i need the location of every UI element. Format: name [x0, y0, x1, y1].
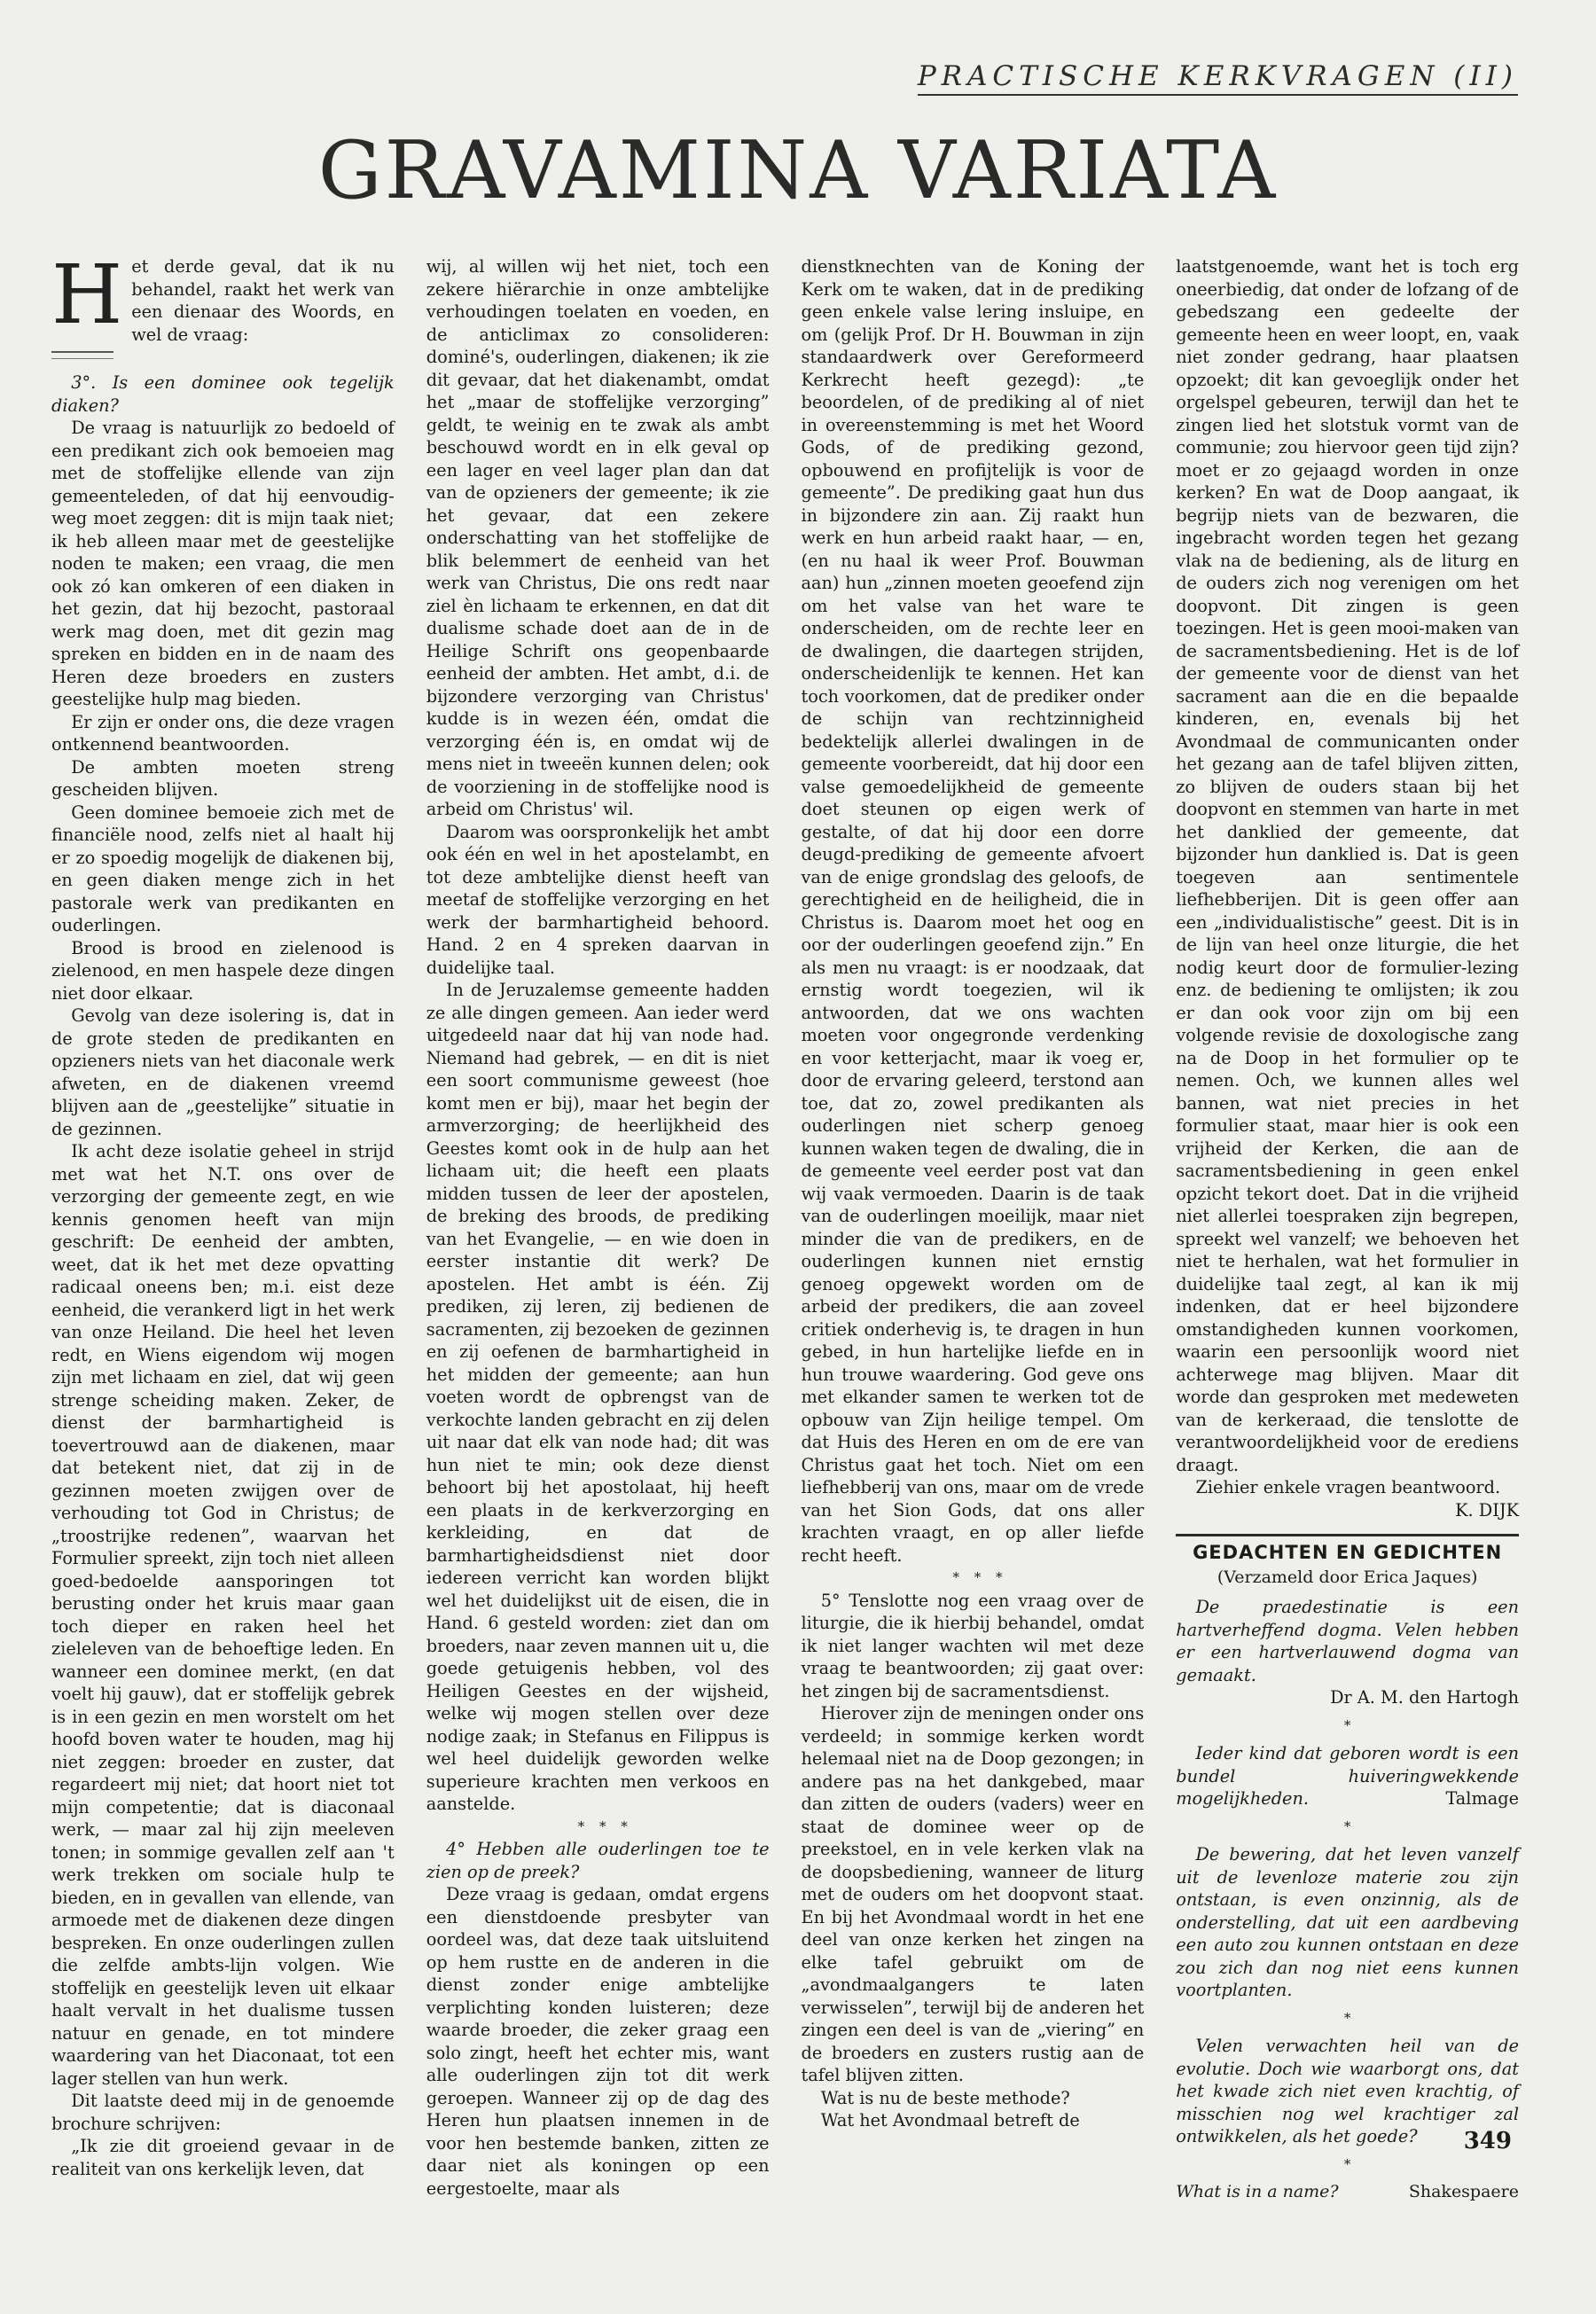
paragraph: Ziehier enkele vragen beantwoord.: [1195, 1477, 1501, 1497]
paragraph: laatstgenoemde, want het is toch erg oneerbiedig, dat onder de lofzang of de gebedszang een gedeelte der gemeente heen en weer loopt, en, vaak niet zonder gedrang, haar plaatsen opzoekt; dit kan gevoeglijk onder het orgelspel gebeuren, terwijl dan het te zingen lied het slotstuk vormt van de communie; zou hiervoor geen tijd zijn? moet er zo gejaagd worden in onze kerken? En wat de Doop aangaat, ik begrijp niets van de bezwaren, die ingebracht worden tegen het gezang vlak na de bediening, als de liturg en de ouders zich nog verenigen om het doopvont. Dit zingen is geen toezingen. Het is geen mooi-maken van de sacramentsbediening. Het is de lof der gemeente voor de dienst van het sacrament aan die en die bepaalde kinderen, en, evenals bij het Avondmaal de communicanten onder het gezang aan de tafel blijven zitten, zo blijven de ouders staan bij het doopvont en stemmen van harte in met het danklied der gemeente, dat bijzonder hun danklied is. Dat is geen toegeven aan sentimentele liefhebberijen. Dit is geen offer aan een „individualistische” geest. Dit is in de lijn van heel onze liturgie, die het nodig keurt door de formulier-lezing enz. de bediening te omlijsten; ik zou er dan ook voor zijn om bij een volgende revisie de doxologische zang na de Doop in het formulier op te nemen. Och, we kunnen alles wel bannen, wat niet precies in het formulier staat, maar hier is ook een vrijheid der Kerken, die aan de sacramentsbediening in geen enkel opzicht tekort doet. Dat in die vrijheid niet allerlei toespraken zijn begrepen, spreekt wel vanzelf; we behoeven het niet te herhalen, wat het formulier in duidelijke taal zegt, al kan ik mij indenken, dat er heel bijzondere omstandigheden kunnen voorkomen, waarin een persoonlijk woord niet achterwege mag blijven. Maar dit worde dan gesproken met medeweten van de kerkeraad, die tenslotte de verantwoordelijkheid voor de erediens draagt.: [1176, 256, 1519, 1475]
paragraph: dienstknechten van de Koning der Kerk om te waken, dat in de prediking geen enkele valse lering insluipe, en om (gelijk Prof. Dr H. Bouwman in zijn standaardwerk over Gereformeerd Kerkrecht heeft gezegd): „te beoordelen, of de prediking al of niet in overeenstemming is met het Woord Gods, of de prediking gezond, opbouwend en profijtelijk is voor de gemeente”. De prediking gaat hun dus in bijzondere zin aan. Zij raakt hun werk en hun arbeid raakt haar, — en, (en nu haal ik weer Prof. Bouwman aan) hun „zinnen moeten geoefend zijn om het valse van het ware te onderscheiden, om de rechte leer en de dwalingen, die daartegen strijden, onderscheidenlijk te kennen. Het kan toch voorkomen, dat de prediker onder de schijn van rechtzinnigheid bedektelijk allerlei dwalingen in de gemeente voorbereidt, dat hij door een valse gemoedelijkheid de gemeente doet steunen op eigen werk of gestalte, of dat hij door een dorre deugd-prediking de gemeente afvoert van de enige grondslag des geloofs, de gerechtigheid en de heiligheid, die in Christus is. Daarom moet het oog en oor der ouderlingen geoefend zijn.” En als men nu vraagt: is er noodzaak, dat ernstig wordt toegezien, wil ik antwoorden, dat we ons wachten moeten voor ongegronde verdenking en voor ketterjacht, maar ik voeg er, door de ervaring geleerd, terstond aan toe, dat zo, zowel predikanten als ouderlingen niet scherp genoeg kunnen waken tegen de dwaling, die in de gemeente veel eerder post vat dan wij vaak vermoeden. Daarin is de taak van de ouderlingen moeilijk, maar niet minder die van de predikers, en de ouderlingen kunnen niet ernstig genoeg opgewekt worden om de arbeid der predikers, die aan zoveel critiek onderhevig is, te dragen in hun gebed, in hun hartelijke liefde en in hun trouwe waardering. God geve ons met elkander samen te werken tot de opbouw van Zijn heilige tempel. Om dat Huis des Heren en om de ere van Christus gaat het toch. Niet om een liefhebberij van ons, maar om de vrede van het Sion Gods, dat ons aller krachten vraagt, en op aller liefde recht heeft.: [801, 256, 1145, 1566]
quote: [1176, 1742, 1519, 1810]
paragraph: Wat is nu de beste methode?: [820, 2087, 1070, 2108]
star-divider: *: [1343, 1716, 1351, 1733]
quote: Velen verwachten heil van de evolutie. Doch wie waarborgt ons, dat het kwade zich niet even krachtig, of misschien nog wel krachtiger zal ontwikkelen, als het goede?: [1176, 2036, 1519, 2146]
column-1: [51, 247, 395, 2179]
ornament-rule: [51, 351, 113, 359]
section-subtitle: (Verzameld door Erica Jaques): [1217, 1567, 1478, 1587]
section-divider: * * *: [952, 1569, 1008, 1585]
page-number: 349: [1463, 2128, 1512, 2154]
paragraph: Er zijn er onder ons, die deze vragen ontkennend beantwoorden.: [51, 711, 395, 754]
quote-source: Shakespaere: [1408, 2182, 1519, 2201]
paragraph: wij, al willen wij het niet, toch een zekere hiërarchie in onze ambtelijke verhoudingen toelaten en voeden, en de anticlimax zo consolideren: dominé's, ouderlingen, diakenen; ik zie dit gevaar, dat het diakenambt, omdat het „maar de stoffelijke verzorging” geldt, te weinig en te zwak als ambt beschouwd wordt en in elk geval op een lager en veel lager plan dan dat van de opzieners der gemeente; ik zie het gevaar, dat een zekere onderschatting van het stoffelijke de blik belemmert de eenheid van het werk van Christus, Die ons redt naar ziel èn lichaam te erkennen, en dat dit dualisme schade doet aan de in de Heilige Schrift ons geopenbaarde eenheid der ambten. Het ambt, d.i. de bijzondere verzorging van Christus' kudde is in wezen één, omdat die verzorging één is, en omdat wij de mens niet in tweeën kunnen delen; ook de voorziening in de stoffelijke nood is arbeid om Christus' wil.: [426, 256, 770, 819]
running-head: PRACTISCHE KERKVRAGEN (II): [918, 60, 1518, 96]
paragraph: Daarom was oorspronkelijk het ambt ook één en wel in het apostelambt, en tot deze ambtelijke dienst heeft van meetaf de stoffelijke verzorging en het werk der barmhartigheid behoord. Hand. 2 en 4 spreken daarvan in duidelijke taal.: [426, 821, 770, 978]
quote-source: Talmage: [1445, 1788, 1519, 1809]
paragraph: Deze vraag is gedaan, omdat ergens een dienstdoende presbyter van oordeel was, dat deze taak uitsluitend op hem rustte en de anderen in die dienst zonder enige ambtelijke verplichting konden luisteren; deze waarde broeder, die zeker graag een solo zingt, heeft het echter mis, want alle ouderlingen zijn tot dit werk geroepen. Wanneer zij op de dag des Heren hun plaatsen innemen in de voor hen bestemde banken, zitten ze daar niet als koningen op een eergestoelte, maar als: [426, 1884, 770, 2199]
question-4: 4° Hebben alle ouderlingen toe te zien op de preek?: [426, 1839, 770, 1882]
paragraph: Hierover zijn de meningen onder ons verdeeld; in sommige kerken wordt helemaal niet na de Doop gezongen; in andere pas na het dankgebed, maar dan zitten de ouders (vaders) weer en staat de dominee weer op de preekstoel, en in vele kerken vlak na de doopsbediening, wanneer de liturg met de ouders om het doopvont staat. En bij het Avondmaal wordt in het ene deel van onze kerken het zingen na elke tafel gebruikt om de „avondmaalgangers te laten verwisselen”, terwijl bij de anderen het zingen een deel is van de „viering” en de broeders en zusters rustig aan de tafel blijven zitten.: [801, 1703, 1145, 2085]
article-columns: [51, 247, 1519, 2201]
star-divider: *: [1343, 1818, 1351, 1834]
quote: De bewering, dat het leven vanzelf uit de levenloze materie zou zijn ontstaan, is even onzinnig, als de onderstelling, dat uit een aardbeving een auto zou kunnen ontstaan en deze zou zich dan nog niet eens kunnen voortplanten.: [1176, 1844, 1519, 2000]
paragraph: De ambten moeten streng gescheiden blijven.: [51, 756, 395, 800]
section-divider: * * *: [577, 1818, 633, 1834]
paragraph: In de Jeruzalemse gemeente hadden ze alle dingen gemeen. Aan ieder werd uitgedeeld naar dat hij van node had. Niemand had gebrek, — en dit is niet een soort communisme geweest (hoe komt men er bij), maar het begin der armverzorging; de heerlijkheid des Geestes komt ook in de hulp aan het lichaam uit; die heeft een plaats midden tussen de leer der apostelen, de breking des broods, de prediking van het Evangelie, — en wie doen in eerster instantie dit werk? De apostelen. Het ambt is één. Zij prediken, zij leren, zij bedienen de sacramenten, zij bezoeken de gezinnen en zij oefenen de barmhartigheid in het midden der gemeente; aan hun voeten wordt de opbrengst van de verkochte landen gebracht en zij delen uit naar dat elk van node had; dit was hun niet te min; ook deze dienst behoort bij het apostolaat, hij heeft een plaats in de kerkverzorging en kerkleiding, en dat de barmhartigheidsdienst niet door iedereen verricht kan worden blijkt wel het duidelijkst uit de eisen, die in Hand. 6 gesteld worden: ziet dan om broeders, naar zeven mannen uit u, die goede getuigenis hebben, vol des Heiligen Geestes en der wijsheid, welke wij mogen stellen over deze nodige zaak; in Stefanus en Filippus is wel heel duidelijk geworden welke superieure krachten men verkoos en aanstelde.: [426, 980, 770, 1814]
quote-source: Dr A. M. den Hartogh: [1330, 1687, 1519, 1708]
paragraph: Geen dominee bemoeie zich met de financiële nood, zelfs niet al haalt hij er zo spoedig mogelijk de diakenen bij, en geen diaken menge zich in het pastorale werk van predikanten en ouderlingen.: [51, 801, 395, 935]
quote-text: Ieder kind dat geboren wordt is een bundel huiveringwekkende mogelijkheden.: [1176, 1743, 1519, 1809]
paragraph: Ik acht deze isolatie geheel in strijd met wat het N.T. ons over de verzorging der gemeente zegt, en wie kennis genomen heeft van mijn geschrift: De eenheid der ambten, weet, dat ik het met deze opvatting radicaal oneens ben; m.i. eist deze eenheid, die verankerd ligt in het werk van onze Heiland. Die heel het leven redt, en Wiens eigendom wij mogen zijn met lichaam en ziel, dat wij geen strenge scheiding maken. Zeker, de dienst der barmhartigheid is toevertrouwd aan de diakenen, maar dat betekent niet, dat zij in de gezinnen moeten zwijgen over de verhouding tot God in Christus; de „troostrijke redenen”, waarvan het Formulier spreekt, zijn toch niet alleen goed-bedoelde aansporingen tot berusting onder het kruis maar gaan toch dieper en raken heel het zieleleven van de behoeftige leden. En wanneer een dominee merkt, (en dat voelt hij gauw), dat er stoffelijk gebrek is in een gezin en men worstelt om het hoofd boven water te houden, mag hij niet zeggen: broeder en zuster, dat regardeert mij niet; dat hoort niet tot mijn competentie; dat is diaconaal werk, — maar zal hij zijn meeleven tonen; in sommige gevallen zelf aan 't werk trekken om sociale hulp te bieden, en in gevallen van ellende, van armoede met de diakenen deze dingen bespreken. En onze ouderlingen zullen die zelfde ambts-lijn volgen. Wie stoffelijk en geestelijk leven uit elkaar haalt vervalt in het dualisme tussen natuur en genade, en tot mindere waardering van het Diaconaat, tot een lager stellen van hun werk.: [51, 1141, 395, 2089]
paragraph: Dit laatste deed mij in de genoemde brochure schrijven:: [51, 2091, 395, 2134]
section-title: GEDACHTEN EN GEDICHTEN: [1176, 1534, 1519, 1565]
article-title: GRAVAMINA VARIATA: [317, 124, 1279, 217]
intro-text: et derde geval, dat ik nu behandel, raakt het werk van een dienaar des Woords, en wel de vraag:: [131, 256, 395, 345]
paragraph: „Ik zie dit groeiend gevaar in de realiteit van ons kerkelijk leven, dat: [51, 2136, 395, 2179]
paragraph: Gevolg van deze isolering is, dat in de grote steden de predikanten en opzieners niets van het diaconale werk afweten, en de diakenen vreemd blijven aan de „geestelijke” situatie in de gezinnen.: [51, 1005, 395, 1139]
paragraph: Wat het Avondmaal betreft de: [820, 2110, 1080, 2130]
closing-quote: [1176, 2181, 1519, 2204]
quote-text: What is in a name?: [1176, 2182, 1339, 2201]
quote: De praedestinatie is een hartverheffend dogma. Velen hebben er een hartverlauwend dogma van gemaakt.: [1176, 1597, 1519, 1685]
star-divider: *: [1343, 2155, 1351, 2172]
column-4: [1176, 255, 1519, 2201]
column-3: [802, 255, 1145, 2175]
drop-cap: H: [51, 247, 123, 342]
question-3: 3°. Is een dominee ook tegelijk diaken?: [51, 372, 395, 416]
intro-paragraph: [51, 247, 395, 346]
author-signature: K. DIJK: [1455, 1499, 1519, 1521]
column-2: [426, 255, 770, 2199]
paragraph: Brood is brood en zielenood is zielenood, en men haspele deze dingen niet door elkaar.: [51, 937, 395, 1004]
paragraph: De vraag is natuurlijk zo bedoeld of een predikant zich ook bemoeien mag met de stoffelijke ellende van zijn gemeenteleden, of dat hij eenvoudig-weg moet zeggen: dit is mijn taak niet; ik heb alleen maar met de geestelijke noden te maken; een vraag, die men ook zó kan omkeren of een diaken in het gezin, dat hij bezocht, pastoraal werk mag doen, met dit gezin mag spreken en bidden en in de naam des Heren deze broeders en zusters geestelijke hulp mag bieden.: [51, 418, 395, 709]
star-divider: *: [1343, 2009, 1351, 2026]
question-5: 5° Tenslotte nog een vraag over de liturgie, die ik hierbij behandel, omdat ik niet langer wachten wil met deze vraag te beantwoorden; zij gaat over: het zingen bij de sacramentsdienst.: [801, 1590, 1145, 1701]
